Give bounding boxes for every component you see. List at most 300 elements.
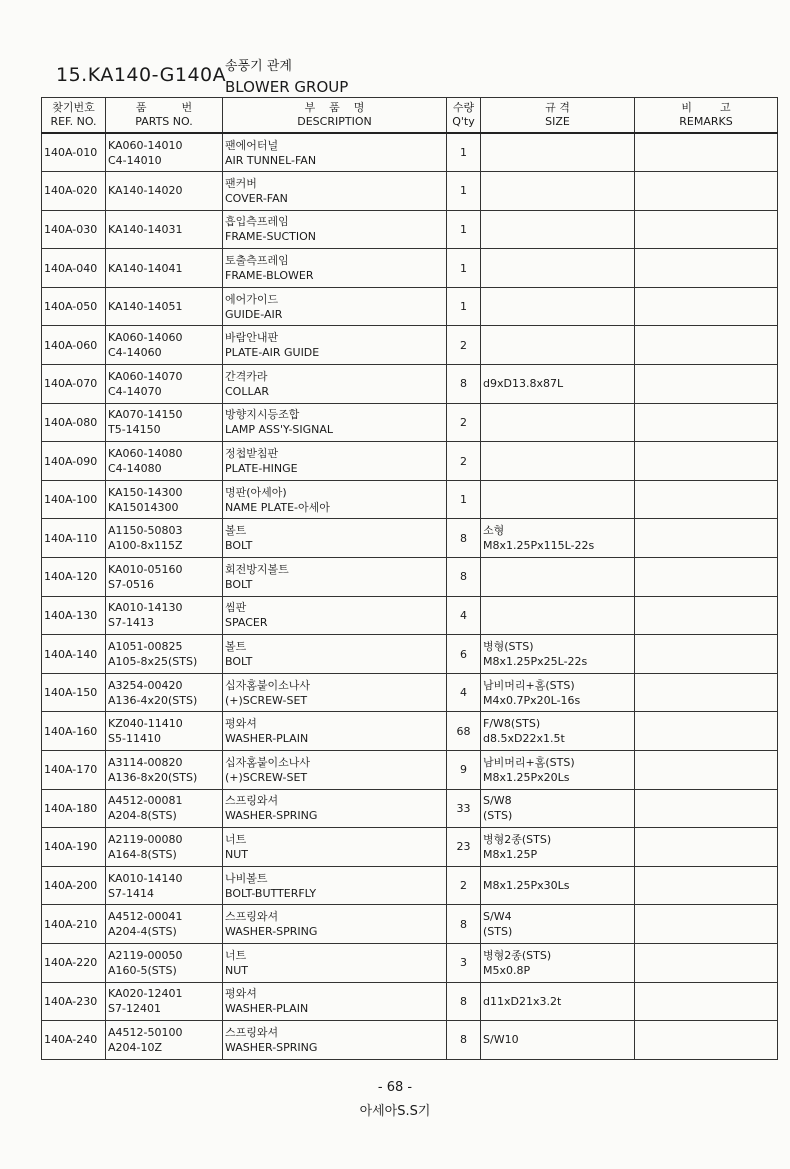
- ref-no: 140A-230: [44, 994, 98, 1008]
- description-cell: [223, 365, 447, 404]
- description-korean: 볼트: [225, 640, 247, 654]
- parts-no-cell: [106, 249, 223, 288]
- ref-no: 140A-010: [44, 146, 98, 160]
- description-english: PLATE-HINGE: [225, 462, 298, 476]
- parts-no-cell: [106, 326, 223, 365]
- qty-value: 4: [460, 608, 467, 622]
- size-line-1: d9xD13.8x87L: [483, 377, 564, 391]
- description-cell: [223, 172, 447, 211]
- remarks-cell: [635, 365, 778, 404]
- parts-no-primary: A1051-00825: [108, 640, 183, 654]
- description-cell: [223, 751, 447, 790]
- remarks-cell: [635, 519, 778, 558]
- ref-no-cell: [42, 210, 106, 249]
- parts-no-cell: [106, 712, 223, 751]
- parts-no-primary: A4512-00041: [108, 910, 183, 924]
- size-cell: [481, 1021, 635, 1060]
- header-ref-en: REF. NO.: [50, 115, 97, 128]
- ref-no: 140A-070: [44, 377, 98, 391]
- qty-cell: [447, 558, 481, 597]
- description-english: PLATE-AIR GUIDE: [225, 346, 320, 360]
- qty-cell: [447, 210, 481, 249]
- parts-no-secondary: A105-8x25(STS): [108, 655, 198, 669]
- description-cell: [223, 673, 447, 712]
- description-english: FRAME-SUCTION: [225, 230, 317, 244]
- qty-cell: [447, 905, 481, 944]
- ref-no-cell: [42, 172, 106, 211]
- description-cell: [223, 210, 447, 249]
- parts-no-primary: KA020-12401: [108, 987, 183, 1001]
- table-row: [42, 828, 778, 867]
- qty-cell: [447, 326, 481, 365]
- parts-no-cell: [106, 365, 223, 404]
- remarks-cell: [635, 480, 778, 519]
- parts-no-secondary: A136-8x20(STS): [108, 770, 198, 784]
- parts-no-cell: [106, 133, 223, 172]
- qty-cell: [447, 133, 481, 172]
- description-korean: 명판(아세아): [225, 485, 287, 499]
- parts-no-cell: [106, 558, 223, 597]
- size-cell: [481, 133, 635, 172]
- header-size-ko: 규 격: [545, 101, 570, 114]
- description-korean: 십자홈붙이소나사: [225, 678, 311, 692]
- description-cell: [223, 1021, 447, 1060]
- ref-no: 140A-100: [44, 493, 98, 507]
- description-english: WASHER-PLAIN: [225, 1002, 309, 1016]
- size-line-1: S/W4: [483, 910, 512, 924]
- qty-value: 3: [460, 956, 467, 970]
- header-size: [481, 98, 635, 134]
- size-line-1: 남비머리+홈(STS): [483, 678, 575, 692]
- remarks-cell: [635, 172, 778, 211]
- description-korean: 너트: [225, 948, 247, 962]
- qty-value: 9: [460, 763, 467, 777]
- parts-no-cell: [106, 635, 223, 674]
- ref-no-cell: [42, 866, 106, 905]
- company-name: 아세아S.S기: [359, 1104, 431, 1119]
- remarks-cell: [635, 326, 778, 365]
- parts-no-primary: KA140-14031: [108, 222, 183, 236]
- parts-no-cell: [106, 789, 223, 828]
- ref-no: 140A-090: [44, 454, 98, 468]
- size-line-2: M8x1.25Px20Ls: [483, 770, 570, 784]
- size-cell: [481, 982, 635, 1021]
- table-row: [42, 943, 778, 982]
- remarks-cell: [635, 1021, 778, 1060]
- qty-value: 2: [460, 879, 467, 893]
- size-line-1: 병형2종(STS): [483, 948, 552, 962]
- description-korean: 회전방지볼트: [225, 562, 289, 576]
- table-row: [42, 673, 778, 712]
- description-cell: [223, 403, 447, 442]
- ref-no-cell: [42, 943, 106, 982]
- description-english: COVER-FAN: [225, 191, 288, 205]
- parts-no-cell: [106, 673, 223, 712]
- qty-cell: [447, 982, 481, 1021]
- description-english: WASHER-SPRING: [225, 1040, 318, 1054]
- size-line-2: M8x1.25Px25L-22s: [483, 655, 588, 669]
- header-parts: [106, 98, 223, 134]
- table-row: [42, 287, 778, 326]
- qty-cell: [447, 943, 481, 982]
- qty-value: 8: [460, 377, 467, 391]
- size-cell: [481, 480, 635, 519]
- remarks-cell: [635, 943, 778, 982]
- remarks-cell: [635, 751, 778, 790]
- qty-value: 2: [460, 338, 467, 352]
- table-row: [42, 326, 778, 365]
- parts-no-secondary: C4-14060: [108, 346, 162, 360]
- parts-no-primary: KA060-14060: [108, 331, 183, 345]
- table-row: [42, 133, 778, 172]
- description-english: BOLT: [225, 655, 253, 669]
- size-cell: [481, 673, 635, 712]
- parts-no-primary: KA060-14070: [108, 369, 183, 383]
- ref-no: 140A-150: [44, 686, 98, 700]
- remarks-cell: [635, 828, 778, 867]
- qty-value: 1: [460, 261, 467, 275]
- ref-no: 140A-020: [44, 184, 98, 198]
- qty-value: 1: [460, 493, 467, 507]
- qty-cell: [447, 789, 481, 828]
- ref-no-cell: [42, 365, 106, 404]
- header-remarks-en: REMARKS: [679, 115, 733, 128]
- size-cell: [481, 635, 635, 674]
- ref-no: 140A-030: [44, 222, 98, 236]
- qty-cell: [447, 751, 481, 790]
- header-remarks-ko: 비 고: [681, 101, 731, 114]
- remarks-cell: [635, 789, 778, 828]
- table-row: [42, 789, 778, 828]
- ref-no-cell: [42, 480, 106, 519]
- description-korean: 스프링와셔: [225, 794, 279, 808]
- remarks-cell: [635, 596, 778, 635]
- parts-no-cell: [106, 172, 223, 211]
- parts-no-cell: [106, 751, 223, 790]
- remarks-cell: [635, 982, 778, 1021]
- header-ref: [42, 98, 106, 134]
- ref-no: 140A-180: [44, 801, 98, 815]
- ref-no-cell: [42, 326, 106, 365]
- size-cell: [481, 519, 635, 558]
- size-line-1: 병형(STS): [483, 640, 534, 654]
- description-cell: [223, 905, 447, 944]
- parts-no-primary: KA140-14051: [108, 300, 183, 314]
- header-desc: [223, 98, 447, 134]
- parts-no-cell: [106, 210, 223, 249]
- size-cell: [481, 210, 635, 249]
- size-cell: [481, 943, 635, 982]
- size-cell: [481, 828, 635, 867]
- header-size-en: SIZE: [545, 115, 570, 128]
- header-qty-ko: 수량: [452, 101, 475, 114]
- qty-value: 8: [460, 570, 467, 584]
- description-english: BOLT-BUTTERFLY: [225, 886, 317, 900]
- qty-cell: [447, 635, 481, 674]
- size-line-2: M8x1.25P: [483, 847, 538, 861]
- remarks-cell: [635, 905, 778, 944]
- description-korean: 간격카라: [225, 369, 268, 383]
- qty-cell: [447, 365, 481, 404]
- parts-no-secondary: S7-1414: [108, 886, 154, 900]
- remarks-cell: [635, 249, 778, 288]
- parts-no-secondary: S7-1413: [108, 616, 154, 630]
- parts-no-secondary: KA15014300: [108, 500, 179, 514]
- size-cell: [481, 403, 635, 442]
- ref-no-cell: [42, 519, 106, 558]
- qty-value: 2: [460, 454, 467, 468]
- size-cell: [481, 866, 635, 905]
- size-line-1: 소형: [483, 524, 505, 538]
- page-number: - 68 -: [377, 1080, 413, 1095]
- ref-no: 140A-050: [44, 300, 98, 314]
- remarks-cell: [635, 673, 778, 712]
- parts-no-cell: [106, 519, 223, 558]
- parts-no-primary: KA010-05160: [108, 562, 183, 576]
- ref-no-cell: [42, 789, 106, 828]
- qty-cell: [447, 596, 481, 635]
- parts-no-secondary: A136-4x20(STS): [108, 693, 198, 707]
- ref-no: 140A-110: [44, 531, 98, 545]
- description-korean: 너트: [225, 832, 247, 846]
- qty-value: 1: [460, 222, 467, 236]
- header-desc-en: DESCRIPTION: [297, 115, 372, 128]
- qty-value: 1: [460, 300, 467, 314]
- description-english: WASHER-SPRING: [225, 925, 318, 939]
- ref-no: 140A-080: [44, 415, 98, 429]
- size-line-1: F/W8(STS): [483, 717, 541, 731]
- qty-cell: [447, 403, 481, 442]
- parts-no-primary: A2119-00080: [108, 832, 183, 846]
- size-cell: [481, 326, 635, 365]
- description-cell: [223, 789, 447, 828]
- header-remarks: [635, 98, 778, 134]
- description-english: NUT: [225, 847, 248, 861]
- group-title-english: BLOWER GROUP: [225, 78, 349, 96]
- parts-no-cell: [106, 287, 223, 326]
- qty-value: 6: [460, 647, 467, 661]
- parts-no-secondary: S7-0516: [108, 577, 154, 591]
- size-cell: [481, 789, 635, 828]
- description-english: WASHER-SPRING: [225, 809, 318, 823]
- parts-no-primary: A2119-00050: [108, 948, 183, 962]
- ref-no: 140A-240: [44, 1033, 98, 1047]
- ref-no-cell: [42, 133, 106, 172]
- description-korean: 볼트: [225, 524, 247, 538]
- ref-no-cell: [42, 905, 106, 944]
- parts-no-cell: [106, 866, 223, 905]
- table-row: [42, 905, 778, 944]
- description-cell: [223, 480, 447, 519]
- description-english: LAMP ASS'Y-SIGNAL: [225, 423, 334, 437]
- remarks-cell: [635, 866, 778, 905]
- parts-no-secondary: A204-8(STS): [108, 809, 177, 823]
- table-row: [42, 751, 778, 790]
- qty-value: 2: [460, 415, 467, 429]
- description-english: (+)SCREW-SET: [225, 693, 308, 707]
- description-korean: 에어가이드: [225, 292, 279, 306]
- ref-no-cell: [42, 635, 106, 674]
- ref-no-cell: [42, 673, 106, 712]
- qty-cell: [447, 442, 481, 481]
- table-row: [42, 596, 778, 635]
- parts-no-cell: [106, 596, 223, 635]
- ref-no: 140A-060: [44, 338, 98, 352]
- size-line-1: S/W10: [483, 1033, 519, 1047]
- ref-no-cell: [42, 249, 106, 288]
- group-title-korean: 송풍기 관계: [225, 59, 292, 74]
- table-row: [42, 982, 778, 1021]
- ref-no-cell: [42, 287, 106, 326]
- table-row: [42, 635, 778, 674]
- size-cell: [481, 365, 635, 404]
- description-korean: 씸판: [225, 601, 247, 615]
- description-korean: 평와셔: [225, 717, 257, 731]
- description-cell: [223, 519, 447, 558]
- description-korean: 스프링와셔: [225, 1025, 279, 1039]
- parts-no-cell: [106, 480, 223, 519]
- parts-table: [41, 97, 778, 1060]
- size-cell: [481, 712, 635, 751]
- size-line-2: M8x1.25Px115L-22s: [483, 539, 595, 553]
- description-english: (+)SCREW-SET: [225, 770, 308, 784]
- parts-no-primary: KA010-14140: [108, 871, 183, 885]
- size-cell: [481, 905, 635, 944]
- qty-cell: [447, 519, 481, 558]
- description-english: WASHER-PLAIN: [225, 732, 309, 746]
- description-english: BOLT: [225, 539, 253, 553]
- description-cell: [223, 442, 447, 481]
- remarks-cell: [635, 712, 778, 751]
- parts-no-primary: KA060-14010: [108, 138, 183, 152]
- ref-no-cell: [42, 596, 106, 635]
- remarks-cell: [635, 635, 778, 674]
- description-korean: 바람안내판: [225, 331, 279, 345]
- parts-no-secondary: S5-11410: [108, 732, 161, 746]
- size-line-1: 병형2종(STS): [483, 832, 552, 846]
- header-desc-ko: 부 품 명: [304, 101, 365, 114]
- page-title: 15.KA140-G140A: [56, 64, 227, 86]
- ref-no: 140A-190: [44, 840, 98, 854]
- parts-no-secondary: A204-10Z: [108, 1040, 163, 1054]
- ref-no-cell: [42, 751, 106, 790]
- table-row: [42, 712, 778, 751]
- size-cell: [481, 442, 635, 481]
- ref-no-cell: [42, 828, 106, 867]
- size-line-1: 남비머리+홈(STS): [483, 755, 575, 769]
- qty-value: 8: [460, 531, 467, 545]
- description-korean: 평와셔: [225, 987, 257, 1001]
- size-cell: [481, 558, 635, 597]
- qty-value: 1: [460, 184, 467, 198]
- description-korean: 나비볼트: [225, 871, 268, 885]
- table-row: [42, 519, 778, 558]
- qty-value: 4: [460, 686, 467, 700]
- size-line-2: M5x0.8P: [483, 963, 531, 977]
- parts-no-secondary: A160-5(STS): [108, 963, 177, 977]
- parts-no-primary: KA140-14020: [108, 184, 183, 198]
- ref-no-cell: [42, 403, 106, 442]
- size-line-1: S/W8: [483, 794, 512, 808]
- description-korean: 스프링와셔: [225, 910, 279, 924]
- qty-cell: [447, 673, 481, 712]
- size-cell: [481, 249, 635, 288]
- ref-no: 140A-120: [44, 570, 98, 584]
- qty-value: 8: [460, 917, 467, 931]
- parts-no-cell: [106, 403, 223, 442]
- parts-no-cell: [106, 1021, 223, 1060]
- parts-no-secondary: A204-4(STS): [108, 925, 177, 939]
- parts-no-primary: A4512-50100: [108, 1025, 183, 1039]
- ref-no: 140A-170: [44, 763, 98, 777]
- description-korean: 십자홈붙이소나사: [225, 755, 311, 769]
- parts-no-cell: [106, 982, 223, 1021]
- ref-no: 140A-210: [44, 917, 98, 931]
- qty-value: 8: [460, 994, 467, 1008]
- size-cell: [481, 287, 635, 326]
- size-line-2: (STS): [483, 809, 513, 823]
- parts-no-secondary: C4-14010: [108, 153, 162, 167]
- qty-cell: [447, 866, 481, 905]
- description-cell: [223, 866, 447, 905]
- parts-no-secondary: C4-14070: [108, 384, 162, 398]
- header-qty: [447, 98, 481, 134]
- qty-value: 8: [460, 1033, 467, 1047]
- ref-no-cell: [42, 1021, 106, 1060]
- description-korean: 토출측프레임: [225, 254, 289, 268]
- description-cell: [223, 133, 447, 172]
- parts-no-secondary: S7-12401: [108, 1002, 161, 1016]
- remarks-cell: [635, 442, 778, 481]
- parts-table-body: [42, 133, 778, 1059]
- description-korean: 흡입측프레임: [225, 215, 289, 229]
- header-parts-ko: 품 번: [135, 101, 193, 114]
- header-qty-en: Q'ty: [452, 115, 475, 128]
- size-line-2: d8.5xD22x1.5t: [483, 732, 565, 746]
- parts-table-header: [42, 98, 778, 134]
- table-row: [42, 558, 778, 597]
- qty-cell: [447, 828, 481, 867]
- parts-no-primary: A1150-50803: [108, 524, 183, 538]
- description-korean: 정첩받침판: [225, 447, 279, 461]
- qty-cell: [447, 480, 481, 519]
- ref-no-cell: [42, 442, 106, 481]
- parts-no-cell: [106, 943, 223, 982]
- qty-value: 33: [456, 801, 471, 815]
- size-cell: [481, 751, 635, 790]
- description-english: GUIDE-AIR: [225, 307, 283, 321]
- parts-no-secondary: T5-14150: [108, 423, 161, 437]
- ref-no-cell: [42, 558, 106, 597]
- description-cell: [223, 326, 447, 365]
- parts-no-primary: KA060-14080: [108, 447, 183, 461]
- description-korean: 팬에어터널: [225, 138, 279, 152]
- description-english: COLLAR: [225, 384, 270, 398]
- description-korean: 방향지시등조합: [225, 408, 300, 422]
- table-row: [42, 403, 778, 442]
- parts-no-primary: KA150-14300: [108, 485, 183, 499]
- ref-no: 140A-160: [44, 724, 98, 738]
- ref-no: 140A-200: [44, 879, 98, 893]
- ref-no-cell: [42, 982, 106, 1021]
- description-english: BOLT: [225, 577, 253, 591]
- size-line-1: M8x1.25Px30Ls: [483, 879, 570, 893]
- size-line-2: (STS): [483, 925, 513, 939]
- description-cell: [223, 635, 447, 674]
- table-row: [42, 172, 778, 211]
- description-english: SPACER: [225, 616, 268, 630]
- description-cell: [223, 249, 447, 288]
